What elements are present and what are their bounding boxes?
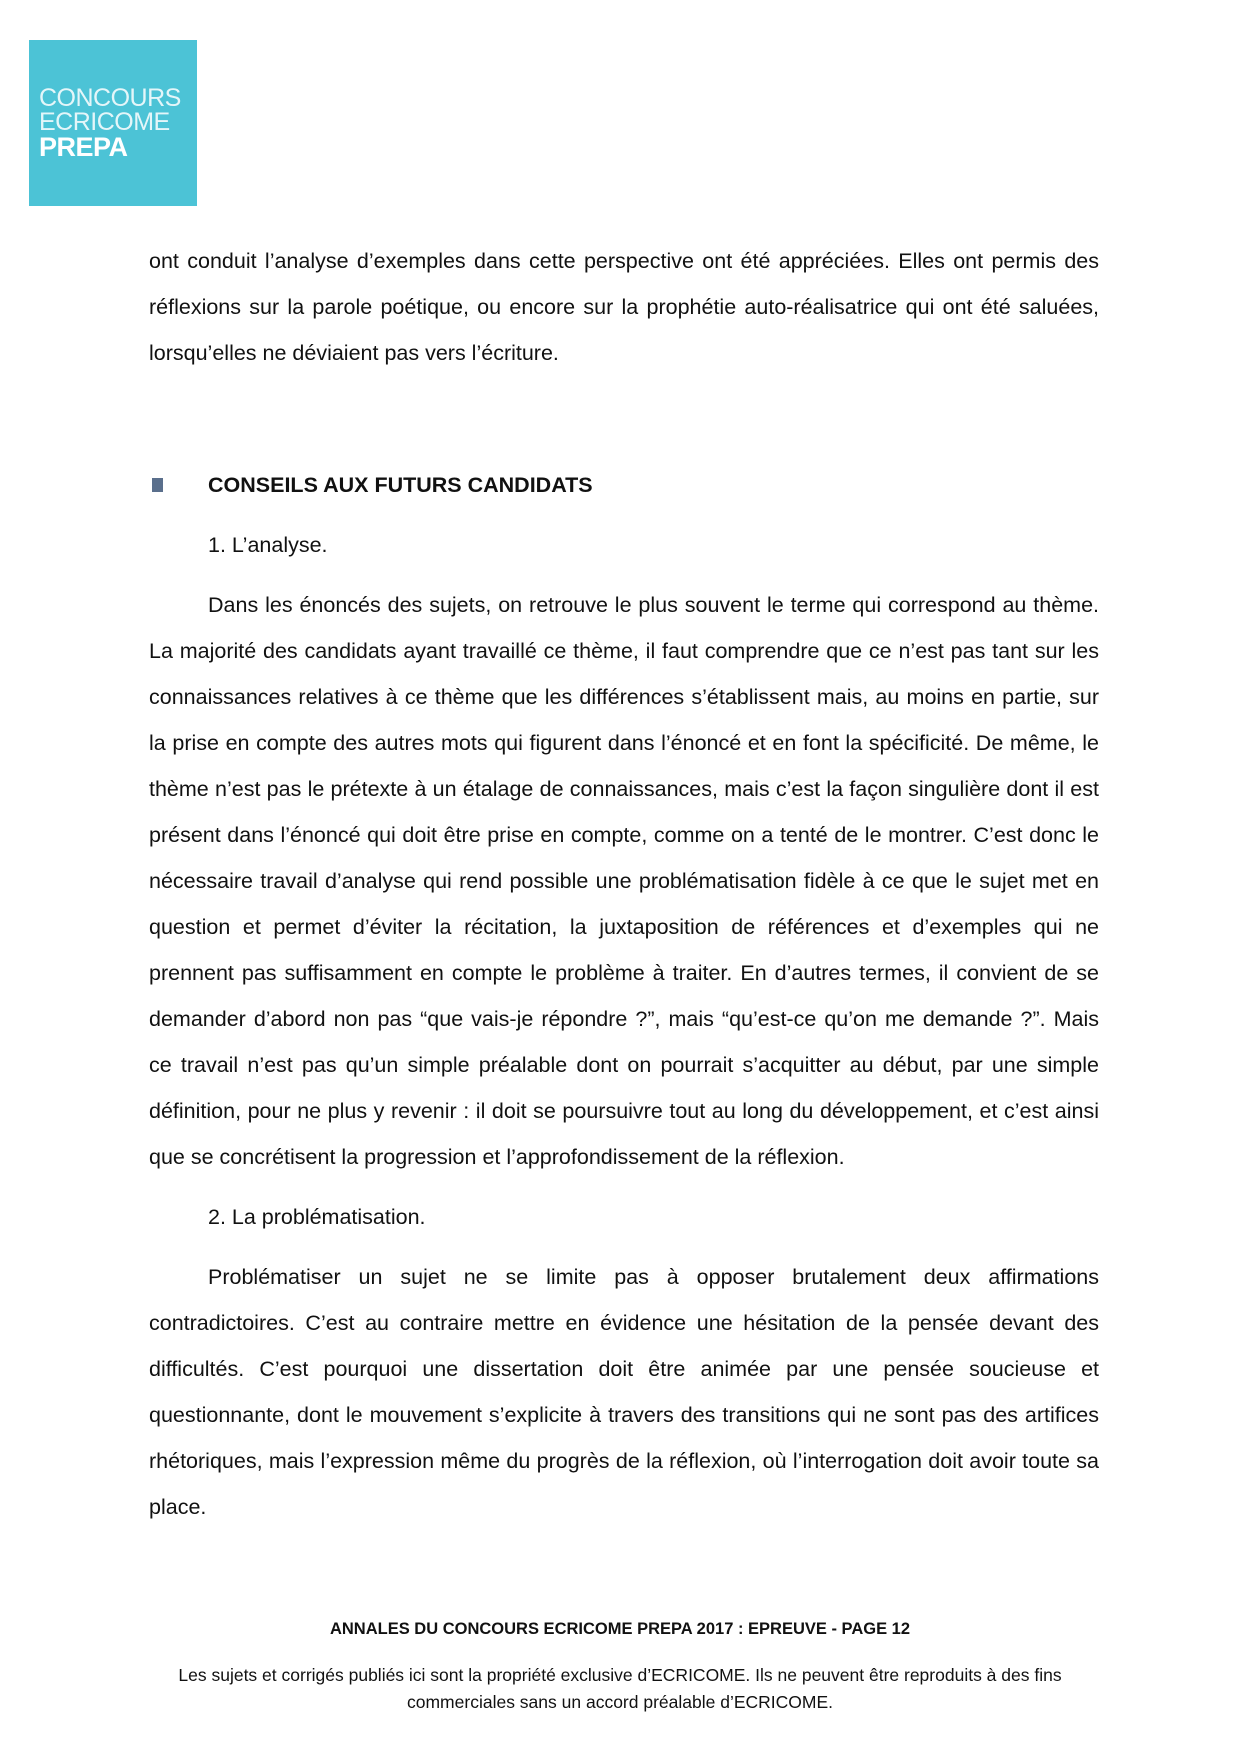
spacer	[149, 1180, 1099, 1194]
spacer	[149, 376, 1099, 462]
spacer	[149, 1240, 1099, 1254]
intro-paragraph: ont conduit l’analyse d’exemples dans cette perspective ont été appréciées. Elles ont permis des réflexions sur la parole poétique, ou encore sur la prophétie auto-réalisatrice qui ont été saluées, lorsqu’elles ne déviaient pas vers l’écriture.	[149, 249, 1099, 365]
paragraph-analyse: Dans les énoncés des sujets, on retrouve le plus souvent le terme qui correspond au thème. La majorité des candidats ayant travaillé ce thème, il faut comprendre que ce n’est pas tant sur les connaissances relatives à ce thème que les différences s’établissent mais, au moins en partie, sur la prise en compte des autres mots qui figurent dans l’énoncé et en font la spécificité. De même, le thème n’est pas le prétexte à un étalage de connaissances, mais c’est la façon singulière dont il est présent dans l’énoncé qui doit être prise en compte, comme on a tenté de le montrer. C’est donc le nécessaire travail d’analyse qui rend possible une problématisation fidèle à ce que le sujet met en question et permet d’éviter la récitation, la juxtaposition de références et d’exemples qui ne prennent pas suffisamment en compte le problème à traiter. En d’autres termes, il convient de se demander d’abord non pas “que vais-je répondre ?”, mais “qu’est-ce qu’on me demande ?”. Mais ce travail n’est pas qu’un simple préalable dont on pourrait s’acquitter au début, par une simple définition, pour ne plus y revenir : il doit se poursuivre tout au long du développement, et c’est ainsi que se concrétisent la progression et l’approfondissement de la réflexion.	[149, 593, 1099, 1169]
page-content	[149, 238, 1099, 1530]
footer-copyright-note: Les sujets et corrigés publiés ici sont la propriété exclusive d’ECRICOME. Ils ne peuvent être reproduits à des fins commerciales sans un accord préalable d’ECRICOME.	[178, 1665, 1062, 1712]
square-bullet-icon	[152, 478, 163, 492]
subsection-title-analyse: 1. L’analyse.	[208, 533, 328, 557]
logo-line-prepa: PREPA	[39, 132, 128, 162]
spacer	[149, 508, 1099, 522]
subsection-title-problematisation: 2. La problématisation.	[208, 1205, 426, 1229]
ecricome-logo	[29, 40, 197, 206]
spacer	[149, 568, 1099, 582]
paragraph-problematisation: Problématiser un sujet ne se limite pas à opposer brutalement deux affirmations contradictoires. C’est au contraire mettre en évidence une hésitation de la pensée devant des difficultés. C’est pourquoi une dissertation doit être animée par une pensée soucieuse et questionnante, dont le mouvement s’explicite à travers des transitions qui ne sont pas des artifices rhétoriques, mais l’expression même du progrès de la réflexion, où l’interrogation doit avoir toute sa place.	[149, 1265, 1099, 1519]
section-heading	[149, 462, 1099, 508]
logo-line-concours: CONCOURS	[39, 84, 181, 112]
logo-line-ecricome: ECRICOME	[39, 108, 170, 136]
footer-title: ANNALES DU CONCOURS ECRICOME PREPA 2017 : EPREUVE - PAGE 12	[329, 1620, 911, 1638]
section-heading-text: CONSEILS AUX FUTURS CANDIDATS	[208, 473, 593, 497]
